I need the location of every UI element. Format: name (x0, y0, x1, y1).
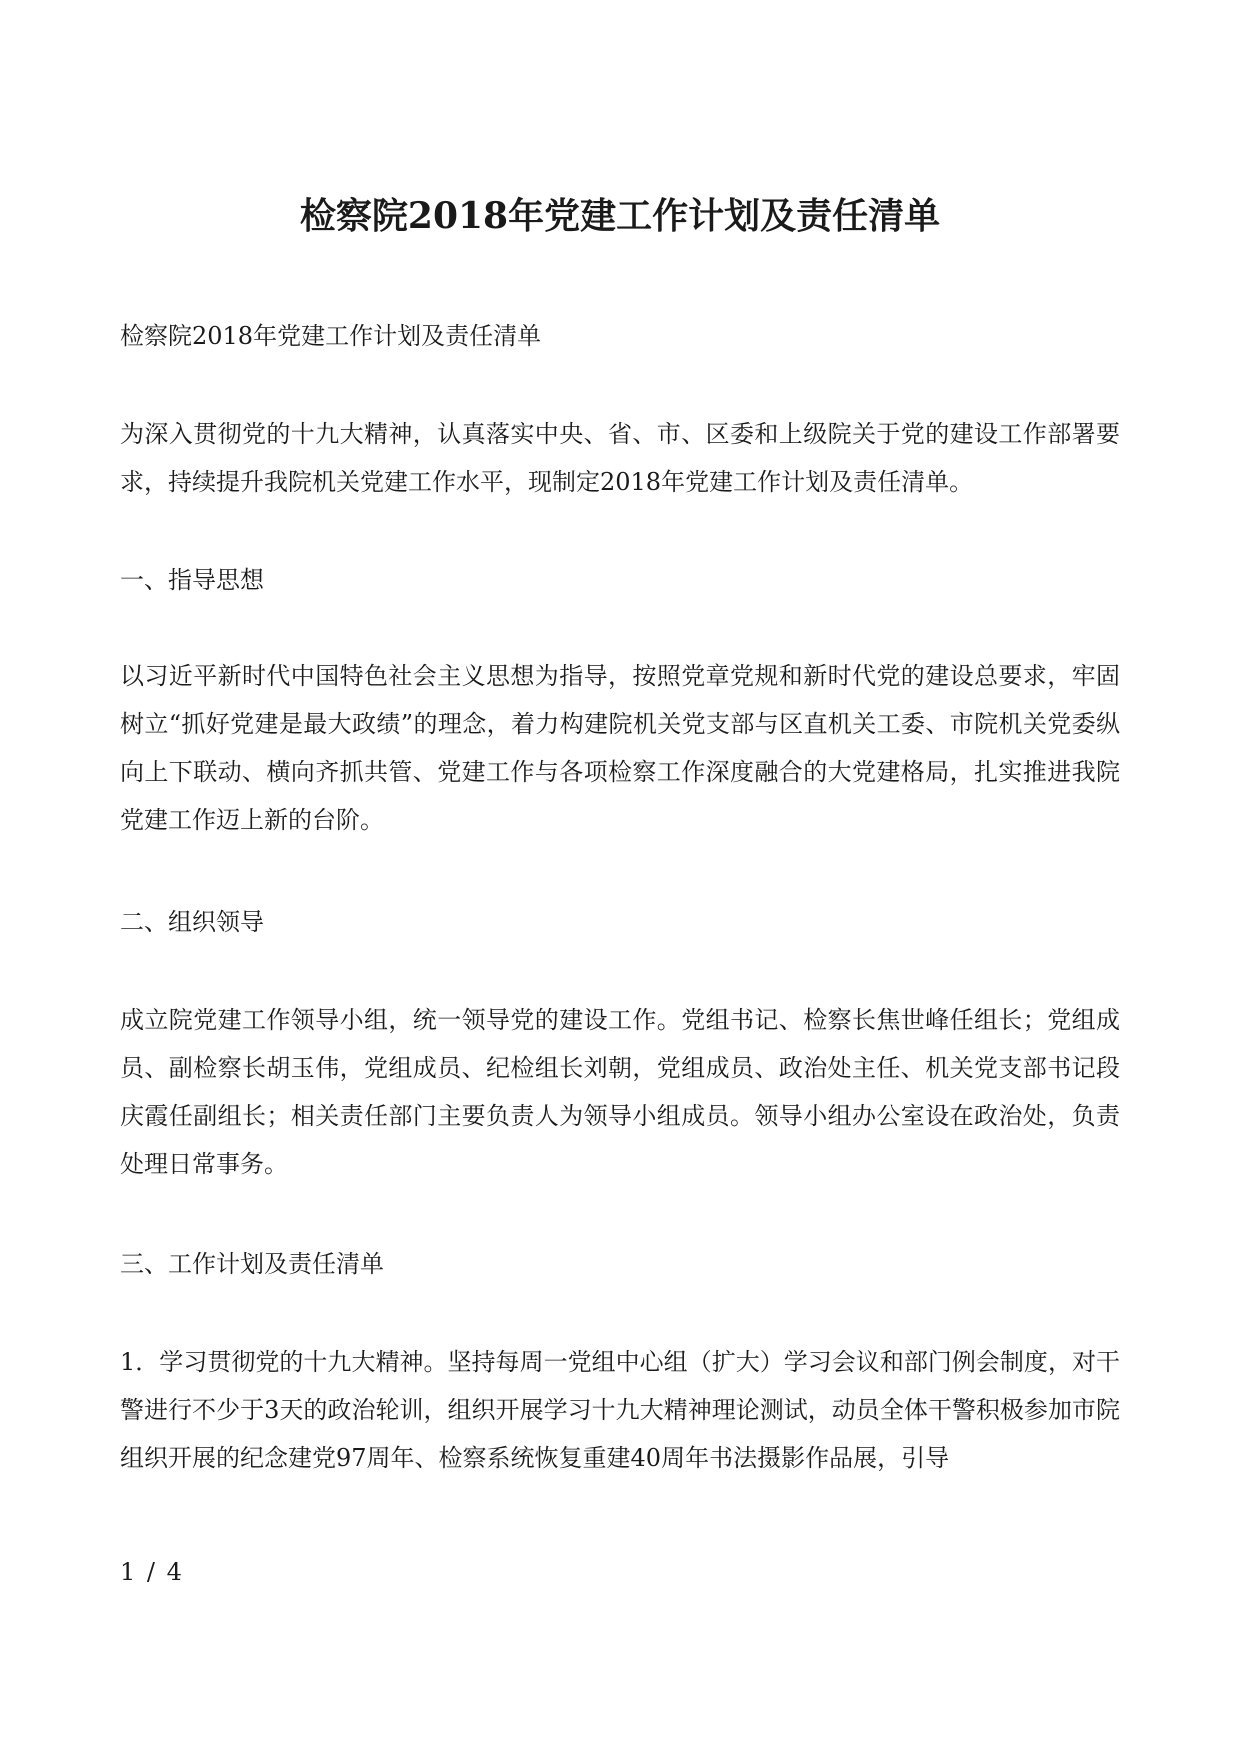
intro-paragraph: 为深入贯彻党的十九大精神，认真落实中央、省、市、区委和上级院关于党的建设工作部署要求，持续提升我院机关党建工作水平，现制定2018年党建工作计划及责任清单。 (120, 420, 1120, 496)
page-indicator: 1 / 4 (120, 1558, 184, 1586)
section-heading-work-plan: 三、工作计划及责任清单 (120, 1250, 384, 1278)
document-title: 检察院2018年党建工作计划及责任清单 (299, 195, 941, 237)
section-heading-organization: 二、组织领导 (120, 908, 264, 936)
document-subtitle: 检察院2018年党建工作计划及责任清单 (120, 322, 542, 350)
section-heading-guiding-ideology: 一、指导思想 (120, 566, 264, 594)
section-body-organization: 成立院党建工作领导小组，统一领导党的建设工作。党组书记、检察长焦世峰任组长；党组成员、副检察长胡玉伟，党组成员、纪检组长刘朝，党组成员、政治处主任、机关党支部书记段庆霞任副组长；相关责任部门主要负责人为领导小组成员。领导小组办公室设在政治处，负责处理日常事务。 (120, 1006, 1120, 1178)
work-plan-item-1: 1．学习贯彻党的十九大精神。坚持每周一党组中心组（扩大）学习会议和部门例会制度，对干警进行不少于3天的政治轮训，组织开展学习十九大精神理论测试，动员全体干警积极参加市院组织开展的纪念建党97周年、检察系统恢复重建40周年书法摄影作品展，引导 (120, 1348, 1120, 1472)
section-body-guiding-ideology: 以习近平新时代中国特色社会主义思想为指导，按照党章党规和新时代党的建设总要求，牢固树立“抓好党建是最大政绩”的理念，着力构建院机关党支部与区直机关工委、市院机关党委纵向上下联动、横向齐抓共管、党建工作与各项检察工作深度融合的大党建格局，扎实推进我院党建工作迈上新的台阶。 (120, 662, 1120, 834)
